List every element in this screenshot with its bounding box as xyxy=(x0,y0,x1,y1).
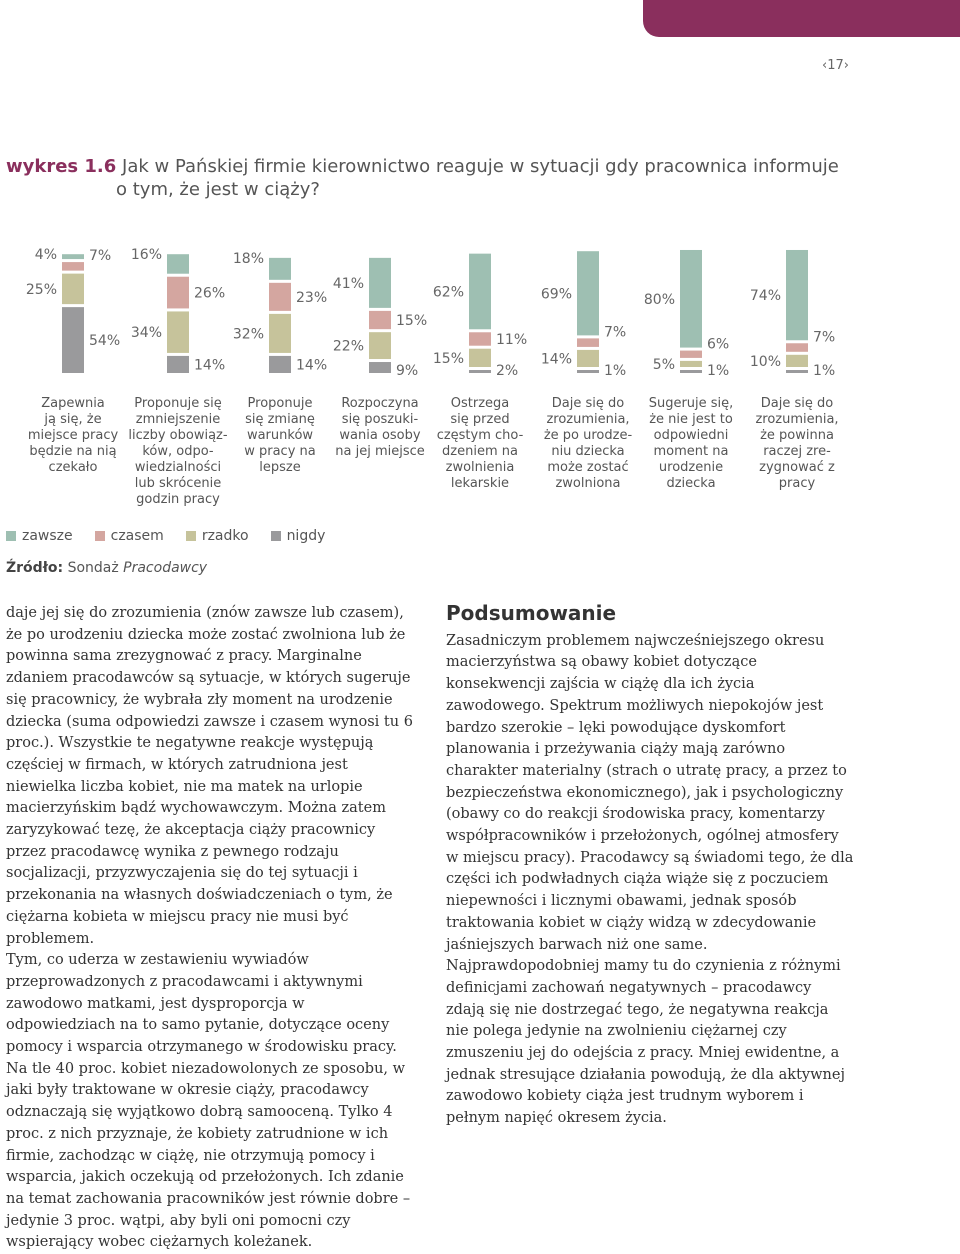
category-label-line: warunków xyxy=(246,428,314,443)
bar-zawsze-7 xyxy=(786,250,808,340)
category-label-line: wiedzialności xyxy=(134,460,222,475)
bar-czasem-4 xyxy=(469,332,491,345)
category-label-line: się przed xyxy=(450,412,510,427)
value-label-nigdy-6: 1% xyxy=(707,363,730,379)
value-label-nigdy-7: 1% xyxy=(813,363,836,379)
category-label-line: odpowiedni xyxy=(653,428,729,443)
bar-nigdy-0 xyxy=(62,307,84,373)
bar-rzadko-2 xyxy=(269,314,291,353)
value-label-zawsze-6: 80% xyxy=(643,291,675,308)
legend xyxy=(6,528,347,544)
value-label-czasem-6: 6% xyxy=(707,336,730,353)
category-label-line: się poszuki- xyxy=(341,412,419,427)
right-text-column xyxy=(446,603,854,1130)
category-label-line: że nie jest to xyxy=(649,412,733,427)
source-note xyxy=(6,560,207,576)
category-label-line: lepsze xyxy=(259,460,301,475)
category-label-line: zmniejszenie xyxy=(135,412,221,427)
chart-title-line1: Jak w Pańskiej firmie kierownictwo reaguje w sytuacji gdy pracownica informuje xyxy=(122,156,839,177)
section-heading: Podsumowanie xyxy=(446,601,617,625)
bar-rzadko-7 xyxy=(786,355,808,367)
category-label-line: dzeniem na xyxy=(442,444,518,459)
value-label-nigdy-2: 14% xyxy=(296,357,328,374)
header-accent-bar xyxy=(643,0,960,37)
category-label-line: zwolnienia xyxy=(445,460,515,475)
page-number: ‹17› xyxy=(822,58,849,73)
category-label-line: się zmianę xyxy=(245,412,315,427)
value-label-rzadko-7: 10% xyxy=(749,353,781,370)
chart-title xyxy=(6,155,866,201)
bar-nigdy-7 xyxy=(786,370,808,373)
bar-czasem-0 xyxy=(62,262,84,271)
value-label-nigdy-3: 9% xyxy=(396,363,419,379)
value-label-rzadko-4: 15% xyxy=(432,350,464,367)
bar-zawsze-0 xyxy=(62,254,84,259)
category-label-line: Daje się do xyxy=(760,396,834,411)
category-label-5 xyxy=(538,396,638,492)
category-label-line: moment na xyxy=(653,444,729,459)
category-label-line: ków, odpo- xyxy=(142,444,214,459)
bar-zawsze-4 xyxy=(469,254,491,330)
bar-czasem-2 xyxy=(269,283,291,311)
category-label-line: lub skrócenie xyxy=(134,476,222,491)
bar-czasem-1 xyxy=(167,277,189,309)
category-label-0 xyxy=(23,396,123,476)
value-label-czasem-4: 11% xyxy=(496,331,528,348)
value-label-zawsze-5: 69% xyxy=(540,286,572,303)
legend-label-nigdy: nigdy xyxy=(286,528,326,544)
bar-rzadko-3 xyxy=(369,332,391,359)
legend-item-rzadko xyxy=(186,528,249,544)
bar-zawsze-1 xyxy=(167,254,189,274)
bar-czasem-3 xyxy=(369,311,391,329)
value-label-zawsze-4: 62% xyxy=(432,284,464,301)
value-label-zawsze-2: 18% xyxy=(232,250,264,267)
category-label-line: lekarskie xyxy=(450,476,510,491)
category-label-line: zrozumienia, xyxy=(546,412,630,427)
category-label-line: Daje się do xyxy=(551,396,625,411)
left-paragraph-2: Tym, co uderza w zestawieniu wywiadów przeprowadzonych z pracodawcami i aktywnymi zawodowo matkami, jest dysproporcja w odpowiedziach na to samo pytanie, dotyczące oceny pomocy i wsparcia otrzymanego w środowisku pracy. Na tle 40 proc. kobiet niezadowolonych ze sposobu, w jaki były traktowane w okresie ciąży, pracodawcy odznaczają się wyjątkowo dobrą samooceną. Tylko 4 proc. z nich przyznaje, że kobiety zatrudnione w ich firmie, zachodząc w ciążę, nie otrzymują pomocy i wsparcia, jakich oczekują od przełożonych. Ich zdanie na temat zachowania pracowników jest równie dobre – jedynie 3 proc. wątpi, aby byli oni pomocni czy wspierający wobec ciężarnych koleżanek. xyxy=(6,952,411,1251)
legend-swatch-zawsze xyxy=(6,531,16,541)
chart-title-line2: o tym, że jest w ciąży? xyxy=(116,179,320,200)
category-label-7 xyxy=(747,396,847,492)
category-label-line: że po urodze- xyxy=(543,428,633,443)
bar-rzadko-0 xyxy=(62,274,84,305)
value-label-zawsze-7: 74% xyxy=(749,288,781,305)
bar-nigdy-6 xyxy=(680,370,702,373)
category-label-line: Proponuje xyxy=(247,396,313,411)
value-label-czasem-0: 7% xyxy=(89,248,112,265)
value-label-zawsze-3: 41% xyxy=(332,275,364,292)
category-label-line: dziecka xyxy=(666,476,716,491)
category-label-3 xyxy=(330,396,430,460)
value-label-rzadko-2: 32% xyxy=(232,326,264,343)
legend-label-rzadko: rzadko xyxy=(201,528,249,544)
category-label-line: liczby obowiąz- xyxy=(128,428,228,443)
category-label-6 xyxy=(641,396,741,492)
bar-nigdy-5 xyxy=(577,370,599,373)
source-italic: Pracodawcy xyxy=(123,560,208,576)
bar-nigdy-4 xyxy=(469,370,491,373)
value-label-nigdy-4: 2% xyxy=(496,363,519,379)
category-label-line: godzin pracy xyxy=(136,492,220,507)
left-paragraph-1: daje jej się do zrozumienia (znów zawsze lub czasem), że po urodzeniu dziecka może zostać zwolniona lub że powinna sama zrezygnować z pracy. Marginalne zdaniem pracodawców są sytuacje, w których sugeruje się pracownicy, że wybrała zły moment na urodzenie dziecka (suma odpowiedzi zawsze i czasem wynosi tu 6 proc.). Wszystkie te negatywne reakcje występują częściej w firmach, w których zatrudniona jest niewielka liczba kobiet, nie ma matek na urlopie macierzyńskim bądź wychowawczym. Można zatem zaryzykować tezę, że akceptacja ciąży pracownicy przez pracodawcę wynika z pewnego rodzaju socjalizacji, przyzwyczajenia się do tej sytuacji i przekonania na własnych doświadczeniach o tym, że ciężarna kobieta w miejscu pracy nie musi być problemem. xyxy=(6,605,413,947)
value-label-czasem-3: 15% xyxy=(396,313,428,330)
bar-nigdy-1 xyxy=(167,356,189,373)
left-text-column xyxy=(6,603,416,1254)
category-label-line: że powinna xyxy=(760,428,834,443)
bar-nigdy-3 xyxy=(369,362,391,373)
category-label-line: Sugeruje się, xyxy=(648,396,734,411)
value-label-czasem-5: 7% xyxy=(604,324,627,341)
value-label-czasem-2: 23% xyxy=(296,289,328,306)
stacked-bar-chart xyxy=(0,240,960,390)
category-label-line: Rozpoczyna xyxy=(341,396,419,411)
legend-swatch-czasem xyxy=(95,531,105,541)
bar-czasem-7 xyxy=(786,343,808,352)
bar-zawsze-5 xyxy=(577,251,599,335)
category-label-line: czekało xyxy=(48,460,98,475)
bar-zawsze-2 xyxy=(269,258,291,280)
category-label-line: raczej zre- xyxy=(763,444,831,459)
value-label-rzadko-5: 14% xyxy=(540,351,572,368)
bar-rzadko-4 xyxy=(469,349,491,367)
category-label-line: wania osoby xyxy=(339,428,421,443)
category-label-line: Proponuje się xyxy=(134,396,222,411)
bar-rzadko-6 xyxy=(680,361,702,367)
category-label-line: miejsce pracy xyxy=(27,428,119,443)
category-label-line: będzie na nią xyxy=(29,444,117,459)
chart-title-label: wykres 1.6 xyxy=(6,156,117,177)
category-label-line: zygnować z xyxy=(759,460,835,475)
bar-zawsze-3 xyxy=(369,258,391,308)
legend-item-czasem xyxy=(95,528,164,544)
bar-rzadko-1 xyxy=(167,311,189,352)
category-label-line: może zostać xyxy=(547,460,629,475)
category-label-line: zwolniona xyxy=(555,476,621,491)
value-label-nigdy-5: 1% xyxy=(604,363,627,379)
category-label-line: Zapewnia xyxy=(41,396,105,411)
right-paragraph: Zasadniczym problemem najwcześniejszego okresu macierzyństwa są obawy kobiet dotyczące konsekwencji zajścia w ciążę dla ich życia zawodowego. Spektrum możliwych niepokojów jest bardzo szerokie – lęki powodujące dyskomfort planowania i przeżywania ciąży mają zarówno charakter materialny (strach o utratę pracy, a przez to bezpieczeństwa ekonomicznego), jak i psychologiczny (obawy co do reakcji środowiska pracy, komentarzy współpracowników i przełożonych, ogólnej atmosfery w miejscu pracy). Pracodawcy są świadomi tego, że dla części ich podwładnych ciąża wiąże się z poczuciem niepewności i licznymi obawami, jednak sposób traktowania kobiet w ciąży widzą w zdecydowanie jaśniejszych barwach niż one same. Najprawdopodobniej mamy tu do czynienia z różnymi definicjami zachowań negatywnych – pracodawcy zdają się nie dostrzegać tego, że negatywna reakcja nie polega jedynie na zwolnieniu ciężarnej czy zmuszeniu jej do odejścia z pracy. Mniej ewidentne, a jednak stresujące działania powodują, że dla aktywnej zawodowo kobiety ciąża jest trudnym wyborem i pełnym napięć okresem życia. xyxy=(446,632,854,1127)
bar-czasem-6 xyxy=(680,351,702,358)
category-label-line: pracy xyxy=(778,476,816,491)
category-label-line: na jej miejsce xyxy=(335,444,425,459)
bar-rzadko-5 xyxy=(577,350,599,367)
legend-swatch-nigdy xyxy=(271,531,281,541)
value-label-zawsze-0: 4% xyxy=(34,247,57,264)
legend-swatch-rzadko xyxy=(186,531,196,541)
value-label-rzadko-6: 5% xyxy=(652,356,675,373)
value-label-rzadko-1: 34% xyxy=(130,325,162,342)
category-label-line: zrozumienia, xyxy=(755,412,839,427)
category-label-line: w pracy na xyxy=(244,444,316,459)
value-label-zawsze-1: 16% xyxy=(130,247,162,264)
legend-item-zawsze xyxy=(6,528,73,544)
bar-czasem-5 xyxy=(577,338,599,347)
legend-label-czasem: czasem xyxy=(110,528,164,544)
legend-item-nigdy xyxy=(271,528,326,544)
value-label-czasem-7: 7% xyxy=(813,329,836,346)
category-label-line: częstym cho- xyxy=(436,428,524,443)
category-label-line: ją się, że xyxy=(44,412,102,427)
category-label-1 xyxy=(128,396,228,508)
value-label-nigdy-0: 54% xyxy=(89,333,121,350)
value-label-czasem-1: 26% xyxy=(194,285,226,302)
bar-zawsze-6 xyxy=(680,250,702,348)
category-label-line: urodzenie xyxy=(658,460,724,475)
source-label: Źródło: xyxy=(6,560,64,576)
value-label-rzadko-3: 22% xyxy=(332,338,364,355)
category-label-2 xyxy=(230,396,330,476)
category-label-line: niu dziecka xyxy=(551,444,625,459)
value-label-rzadko-0: 25% xyxy=(25,281,57,298)
legend-label-zawsze: zawsze xyxy=(22,528,73,544)
category-label-line: Ostrzega xyxy=(450,396,510,411)
source-text: Sondaż xyxy=(67,560,119,576)
category-label-4 xyxy=(430,396,530,492)
bar-nigdy-2 xyxy=(269,356,291,373)
value-label-nigdy-1: 14% xyxy=(194,357,226,374)
